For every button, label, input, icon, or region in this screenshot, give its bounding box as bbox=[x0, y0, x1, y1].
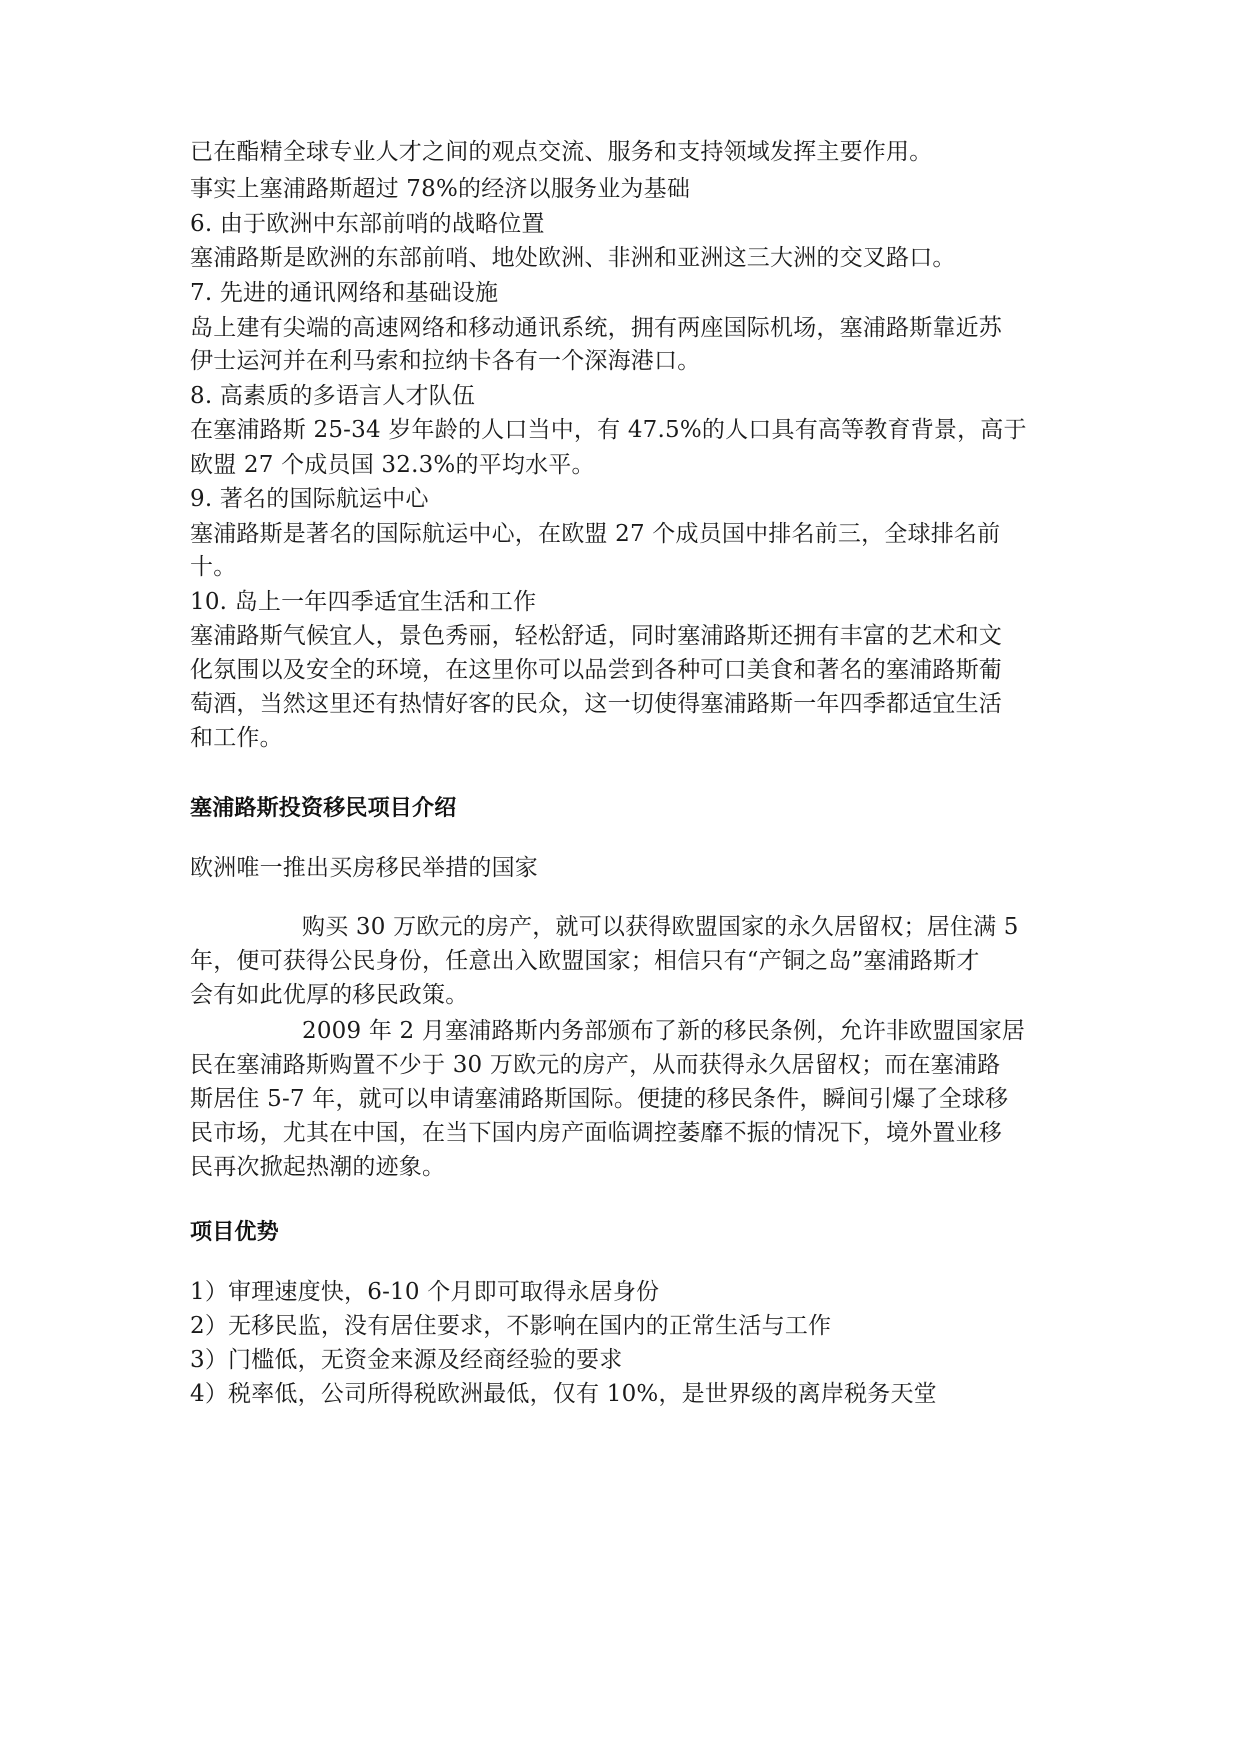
list-item: 3）门槛低，无资金来源及经商经验的要求 bbox=[190, 1347, 623, 1373]
body-line: 伊士运河并在利马索和拉纳卡各有一个深海港口。 bbox=[190, 348, 701, 374]
paragraph-line: 购买 30 万欧元的房产，就可以获得欧盟国家的永久居留权；居住满 5 bbox=[302, 914, 1019, 940]
body-line: 和工作。 bbox=[190, 725, 283, 751]
list-item: 2）无移民监，没有居住要求，不影响在国内的正常生活与工作 bbox=[190, 1313, 832, 1339]
paragraph-line: 民再次掀起热潮的迹象。 bbox=[190, 1154, 446, 1180]
body-line: 在塞浦路斯 25-34 岁年龄的人口当中，有 47.5%的人口具有高等教育背景，高于 bbox=[190, 417, 1027, 443]
numbered-heading: 6. 由于欧洲中东部前哨的战略位置 bbox=[190, 211, 545, 237]
paragraph-line: 民市场，尤其在中国，在当下国内房产面临调控萎靡不振的情况下，境外置业移 bbox=[190, 1120, 1002, 1146]
body-line: 十。 bbox=[190, 554, 237, 580]
numbered-heading: 10. 岛上一年四季适宜生活和工作 bbox=[190, 589, 537, 615]
numbered-heading: 9. 著名的国际航运中心 bbox=[190, 486, 429, 512]
body-line: 岛上建有尖端的高速网络和移动通讯系统，拥有两座国际机场，塞浦路斯靠近苏 bbox=[190, 315, 1002, 341]
body-line: 欧盟 27 个成员国 32.3%的平均水平。 bbox=[190, 452, 595, 478]
paragraph-line: 2009 年 2 月塞浦路斯内务部颁布了新的移民条例，允许非欧盟国家居 bbox=[302, 1018, 1026, 1044]
list-item: 4）税率低，公司所得税欧洲最低，仅有 10%，是世界级的离岸税务天堂 bbox=[190, 1381, 937, 1407]
body-line: 萄酒，当然这里还有热情好客的民众，这一切使得塞浦路斯一年四季都适宜生活 bbox=[190, 691, 1002, 717]
paragraph-line: 斯居住 5-7 年，就可以申请塞浦路斯国际。便捷的移民条件，瞬间引爆了全球移 bbox=[190, 1086, 1009, 1112]
body-line: 化氛围以及安全的环境，在这里你可以品尝到各种可口美食和著名的塞浦路斯葡 bbox=[190, 657, 1002, 683]
paragraph-line: 年，便可获得公民身份，任意出入欧盟国家；相信只有“产铜之岛”塞浦路斯才 bbox=[190, 948, 980, 974]
body-line: 已在酯精全球专业人才之间的观点交流、服务和支持领域发挥主要作用。 bbox=[190, 139, 933, 165]
numbered-heading: 7. 先进的通讯网络和基础设施 bbox=[190, 280, 499, 306]
body-line: 塞浦路斯是著名的国际航运中心，在欧盟 27 个成员国中排名前三，全球排名前 bbox=[190, 521, 1001, 547]
list-item: 1）审理速度快，6-10 个月即可取得永居身份 bbox=[190, 1279, 660, 1305]
numbered-heading: 8. 高素质的多语言人才队伍 bbox=[190, 383, 476, 409]
section-subtitle: 欧洲唯一推出买房移民举措的国家 bbox=[190, 855, 538, 881]
section-heading-advantages: 项目优势 bbox=[190, 1220, 279, 1245]
body-line: 塞浦路斯是欧洲的东部前哨、地处欧洲、非洲和亚洲这三大洲的交叉路口。 bbox=[190, 245, 956, 271]
paragraph-line: 民在塞浦路斯购置不少于 30 万欧元的房产，从而获得永久居留权；而在塞浦路 bbox=[190, 1052, 1001, 1078]
section-heading-intro: 塞浦路斯投资移民项目介绍 bbox=[190, 796, 457, 821]
body-line: 塞浦路斯气候宜人，景色秀丽，轻松舒适，同时塞浦路斯还拥有丰富的艺术和文 bbox=[190, 623, 1002, 649]
paragraph-line: 会有如此优厚的移民政策。 bbox=[190, 982, 469, 1008]
body-line: 事实上塞浦路斯超过 78%的经济以服务业为基础 bbox=[190, 176, 691, 202]
